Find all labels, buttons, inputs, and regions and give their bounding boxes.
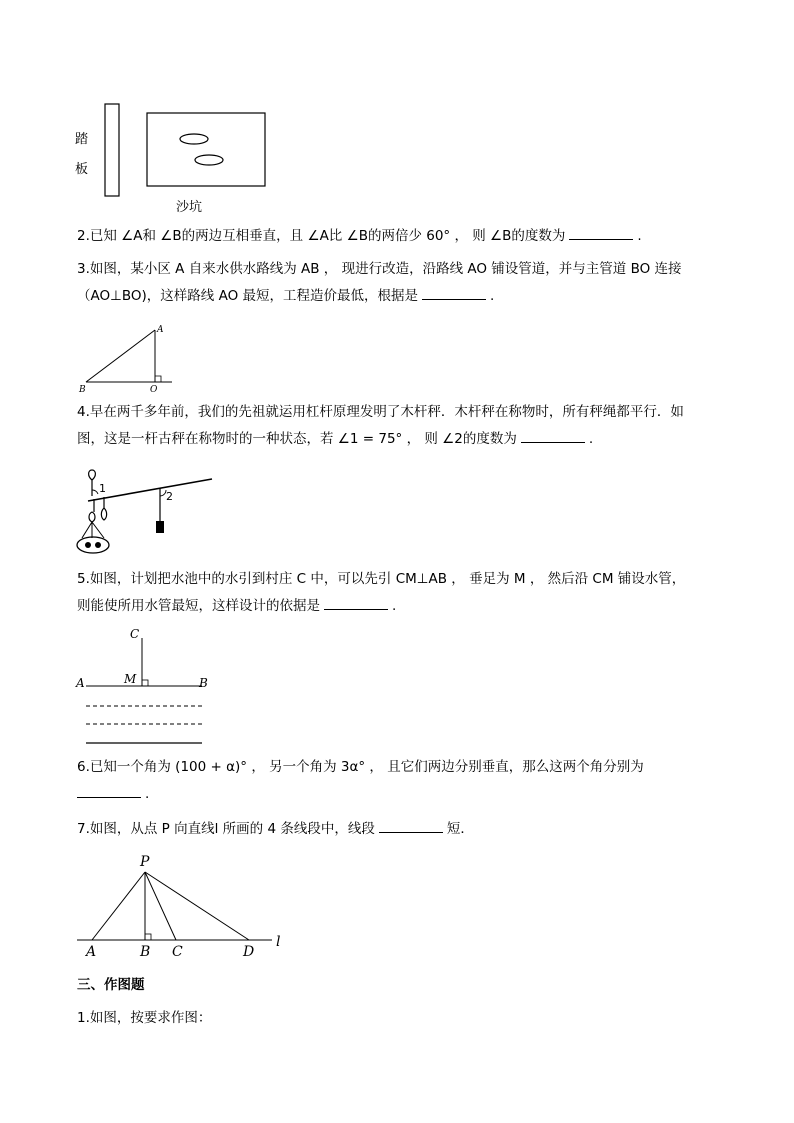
- question-2: [77, 223, 727, 250]
- question-3: [77, 256, 727, 310]
- q7-label-A: A: [86, 944, 97, 960]
- q4-number: 4.: [77, 404, 90, 420]
- q5-label-A: A: [76, 676, 85, 690]
- q3-label-A: A: [157, 325, 164, 335]
- q6-number: 6.: [77, 759, 90, 775]
- q5-answer-blank[interactable]: [324, 597, 388, 610]
- q2-answer-blank[interactable]: [569, 227, 633, 240]
- figure-q7: [72, 850, 292, 962]
- question-3-1: [77, 1005, 727, 1032]
- q8-number: 1.: [77, 1010, 90, 1026]
- question-6: [77, 754, 727, 808]
- figure-long-jump: [70, 100, 280, 215]
- q8-text: 如图，按要求作图：: [89, 1010, 212, 1026]
- q7-text-b: 短．: [446, 821, 474, 837]
- q2-text: 已知 ∠A和 ∠B的两边互相垂直，且 ∠A比 ∠B的两倍少 60° ， 则 ∠B的度数为: [89, 228, 566, 244]
- board-label-2: 板: [75, 162, 89, 177]
- q6-answer-blank[interactable]: [77, 785, 141, 798]
- q4-end: .: [588, 431, 594, 447]
- angle-2-label: 2: [166, 490, 173, 503]
- q3-label-O: O: [150, 385, 158, 395]
- q3-answer-blank[interactable]: [422, 287, 486, 300]
- q3-line1: 如图，某小区 A 自来水供水路线为 AB ， 现进行改造，沿路线 AO 铺设管道，并与主管道 BO 连接: [89, 261, 682, 277]
- q2-number: 2.: [77, 228, 90, 244]
- section-3-title: [77, 972, 727, 999]
- question-7: [77, 816, 727, 843]
- question-4: [77, 399, 727, 453]
- q7-number: 7.: [77, 821, 90, 837]
- q7-label-P: P: [140, 854, 150, 870]
- q3-end: .: [490, 288, 495, 304]
- q4-line2: 图，这是一杆古秤在称物时的一种状态，若 ∠1 = 75° ， 则 ∠2的度数为: [77, 431, 517, 447]
- question-5: [77, 566, 727, 620]
- angle-1-label: 1: [99, 482, 106, 495]
- long-jump-diagram: [70, 100, 280, 215]
- section-3-title-text: 三、作图题: [77, 977, 145, 993]
- q7-label-C: C: [172, 944, 183, 960]
- figure-q3: [76, 324, 186, 396]
- q2-end: .: [637, 228, 642, 244]
- q5-label-M: M: [124, 672, 137, 686]
- q3-label-B: B: [79, 385, 86, 395]
- q3-triangle-diagram: [76, 324, 186, 396]
- q5-line2: 则能使所用水管最短，这样设计的依据是: [77, 598, 320, 614]
- q3-number: 3.: [77, 261, 90, 277]
- q5-number: 5.: [77, 571, 90, 587]
- q4-answer-blank[interactable]: [521, 430, 585, 443]
- q6-end: .: [145, 786, 150, 802]
- q5-label-B: B: [199, 676, 208, 690]
- q7-label-B: B: [140, 944, 151, 960]
- q5-label-C: C: [130, 627, 140, 641]
- figure-q5: [74, 624, 214, 750]
- q7-answer-blank[interactable]: [379, 820, 443, 833]
- q7-label-D: D: [243, 944, 255, 960]
- q5-line1: 如图，计划把水池中的水引到村庄 C 中，可以先引 CM⊥AB ， 垂足为 M ， 然后沿 CM 铺设水管，: [89, 571, 686, 587]
- steelyard-diagram: [72, 466, 222, 558]
- q5-pipe-diagram: [74, 624, 214, 750]
- q7-perpendicular-diagram: [72, 850, 292, 962]
- q3-line2: （AO⊥BO)，这样路线 AO 最短，工程造价最低，根据是: [77, 288, 419, 304]
- board-label-1: 踏: [75, 132, 89, 147]
- q5-end: .: [392, 598, 397, 614]
- pit-label: 沙坑: [176, 200, 203, 215]
- q7-label-l: l: [276, 934, 281, 950]
- q4-line1: 早在两千多年前，我们的先祖就运用杠杆原理发明了木杆秤．木杆秤在称物时，所有秤绳都平行．如: [89, 404, 684, 420]
- q7-text-a: 如图，从点 P 向直线l 所画的 4 条线段中，线段: [89, 821, 375, 837]
- figure-q4: [72, 466, 222, 558]
- q6-line1: 已知一个角为 (100 + α)° ， 另一个角为 3α° ， 且它们两边分别垂直，那么这两个角分别为: [89, 759, 644, 775]
